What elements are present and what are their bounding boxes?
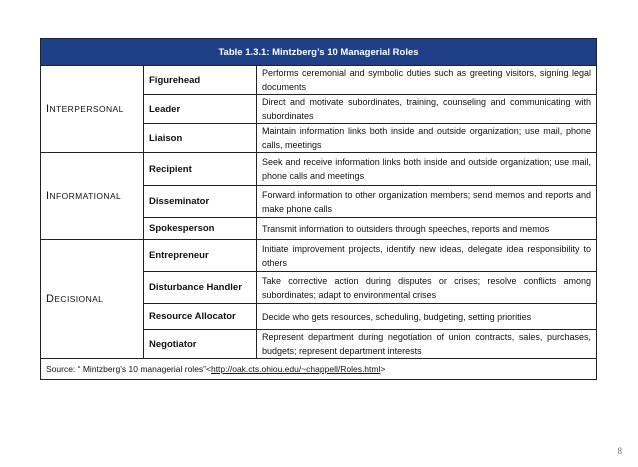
role-name: Liaison bbox=[144, 124, 257, 153]
category-rest: NFORMATIONAL bbox=[49, 191, 122, 201]
role-name: Recipient bbox=[144, 153, 257, 186]
role-description: Initiate improvement projects, identify new ideas, delegate idea responsibility to others bbox=[257, 240, 597, 272]
role-description: Transmit information to outsiders through speeches, reports and memos bbox=[257, 218, 597, 240]
category-initial: D bbox=[46, 293, 55, 305]
role-name: Disseminator bbox=[144, 186, 257, 218]
category-initial: I bbox=[46, 190, 50, 202]
role-name: Figurehead bbox=[144, 66, 257, 95]
category-cell bbox=[41, 66, 144, 153]
category-initial: I bbox=[46, 103, 50, 115]
category-rest: ECISIONAL bbox=[54, 294, 104, 304]
table-title: Table 1.3.1: Mintzberg’s 10 Managerial Roles bbox=[41, 39, 597, 66]
category-rest: NTERPERSONAL bbox=[49, 104, 124, 114]
role-description: Take corrective action during disputes or crises; resolve conflicts among subordinates; adapt to environmental crises bbox=[257, 272, 597, 304]
table-row bbox=[41, 240, 597, 272]
mintzberg-roles-table bbox=[40, 38, 597, 380]
role-description: Seek and receive information links both inside and outside organization; use mail, phone calls and meetings bbox=[257, 153, 597, 186]
category-cell bbox=[41, 240, 144, 359]
source-link[interactable]: http://oak.cts.ohiou.edu/~chappell/Roles.html bbox=[210, 364, 381, 374]
source-note bbox=[41, 359, 597, 380]
role-description: Performs ceremonial and symbolic duties such as greeting visitors, signing legal documents bbox=[257, 66, 597, 95]
role-description: Represent department during negotiation of union contracts, sales, purchases, budgets; represent department interests bbox=[257, 330, 597, 359]
role-name: Negotiator bbox=[144, 330, 257, 359]
source-suffix: > bbox=[380, 364, 386, 374]
category-cell bbox=[41, 153, 144, 240]
role-name: Entrepreneur bbox=[144, 240, 257, 272]
role-name: Leader bbox=[144, 95, 257, 124]
role-name: Spokesperson bbox=[144, 218, 257, 240]
table-row bbox=[41, 153, 597, 186]
table-row bbox=[41, 66, 597, 95]
role-description: Maintain information links both inside and outside organization; use mail, phone calls, meetings bbox=[257, 124, 597, 153]
page-number: 8 bbox=[617, 446, 622, 456]
role-description: Decide who gets resources, scheduling, budgeting, setting priorities bbox=[257, 304, 597, 330]
role-description: Forward information to other organization members; send memos and reports and make phone calls bbox=[257, 186, 597, 218]
role-name: Disturbance Handler bbox=[144, 272, 257, 304]
source-row bbox=[41, 359, 597, 380]
role-description: Direct and motivate subordinates, training, counseling and communicating with subordinates bbox=[257, 95, 597, 124]
source-prefix: Source: “ Mintzberg’s 10 managerial roles”< bbox=[46, 364, 211, 374]
role-name: Resource Allocator bbox=[144, 304, 257, 330]
